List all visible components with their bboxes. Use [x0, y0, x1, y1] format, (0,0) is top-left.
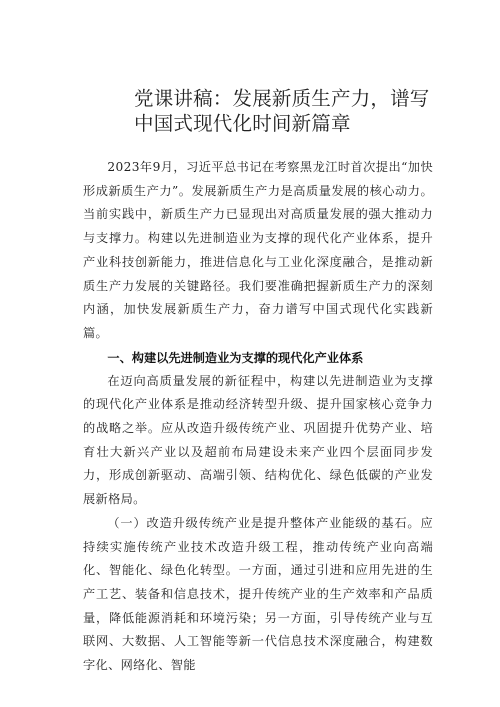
intro-paragraph: 2023年9月，习近平总书记在考察黑龙江时首次提出“加快形成新质生产力”。发展新质生产力是高质量发展的核心动力。当前实践中，新质生产力已显现出对高质量发展的强大推动力与支撑力。构建以先进制造业为支撑的现代化产业体系，提升产业科技创新能力，推进信息化与工业化深度融合，是推动新质生产力发展的关键路径。我们要准确把握新质生产力的深刻内涵，加快发展新质生产力，奋力谱写中国式现代化实践新篇。	[83, 160, 433, 340]
section-heading-1: 一、构建以先进制造业为支撑的现代化产业体系	[107, 350, 364, 365]
document-body	[83, 156, 433, 678]
subsection-1-paragraph: （一）改造升级传统产业是提升整体产业能级的基石。应持续实施传统产业技术改造升级工程，推动传统产业向高端化、智能化、绿色化转型。一方面，通过引进和应用先进的生产工艺、装备和信息技术，提升传统产业的生产效率和产品质量，降低能源消耗和环境污染；另一方面，引导传统产业与互联网、大数据、人工智能等新一代信息技术深度融合，构建数字化、网络化、智能	[83, 515, 433, 673]
document-title: 党课讲稿：发展新质生产力，谱写中国式现代化时间新篇章	[134, 87, 430, 135]
section-1-paragraph: 在迈向高质量发展的新征程中，构建以先进制造业为支撑的现代化产业体系是推动经济转型升级、提升国家核心竞争力的战略之举。应从改造升级传统产业、巩固提升优势产业、培育壮大新兴产业以及超前布局建设未来产业四个层面同步发力，形成创新驱动、高端引领、结构优化、绿色低碳的产业发展新格局。	[83, 373, 433, 507]
